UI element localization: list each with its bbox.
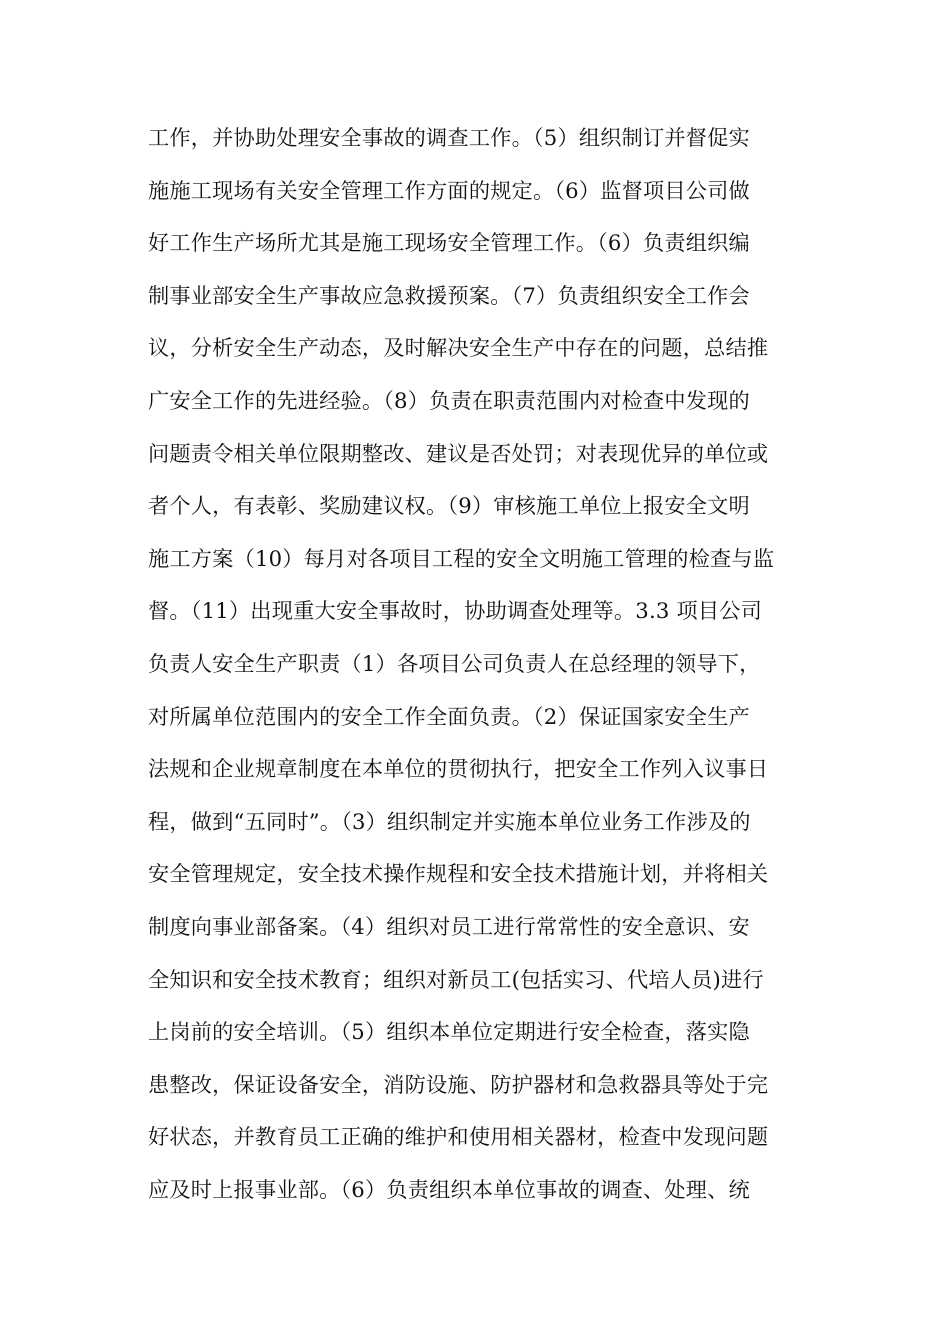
text-line: 负责人安全生产职责（1）各项目公司负责人在总经理的领导下， (148, 650, 761, 676)
text-line: 好状态，并教育员工正确的维护和使用相关器材，检查中发现问题 (148, 1124, 769, 1150)
text-line: 全知识和安全技术教育；组织对新员工(包括实习、代培人员)进行 (148, 966, 764, 992)
text-line: 制事业部安全生产事故应急救援预案。（7）负责组织安全工作会 (148, 282, 750, 308)
text-line: 对所属单位范围内的安全工作全面负责。（2）保证国家安全生产 (148, 703, 750, 729)
text-line: 施工方案（10）每月对各项目工程的安全文明施工管理的检查与监 (148, 545, 775, 571)
text-line: 安全管理规定，安全技术操作规程和安全技术措施计划，并将相关 (148, 861, 769, 887)
text-line: 应及时上报事业部。（6）负责组织本单位事故的调查、处理、统 (148, 1176, 750, 1202)
text-line: 法规和企业规章制度在本单位的贯彻执行，把安全工作列入议事日 (148, 756, 769, 782)
text-line: 议，分析安全生产动态，及时解决安全生产中存在的问题，总结推 (148, 335, 769, 361)
text-line: 制度向事业部备案。（4）组织对员工进行常常性的安全意识、安 (148, 913, 750, 939)
text-line: 问题责令相关单位限期整改、建议是否处罚；对表现优异的单位或 (148, 440, 769, 466)
text-line: 广安全工作的先进经验。（8）负责在职责范围内对检查中发现的 (148, 387, 750, 413)
text-line: 施施工现场有关安全管理工作方面的规定。（6）监督项目公司做 (148, 177, 750, 203)
text-line: 上岗前的安全培训。（5）组织本单位定期进行安全检查，落实隐 (148, 1019, 750, 1045)
text-line: 好工作生产场所尤其是施工现场安全管理工作。（6）负责组织编 (148, 230, 750, 256)
body-text (148, 117, 808, 1221)
text-line: 督。（11）出现重大安全事故时，协助调查处理等。3.3 项目公司 (148, 598, 763, 624)
text-line: 程，做到“五同时”。（3）组织制定并实施本单位业务工作涉及的 (148, 808, 751, 834)
text-line: 工作，并协助处理安全事故的调查工作。（5）组织制订并督促实 (148, 125, 750, 150)
text-line: 患整改，保证设备安全，消防设施、防护器材和急救器具等处于完 (148, 1071, 769, 1097)
text-line: 者个人，有表彰、奖励建议权。（9）审核施工单位上报安全文明 (148, 493, 750, 519)
